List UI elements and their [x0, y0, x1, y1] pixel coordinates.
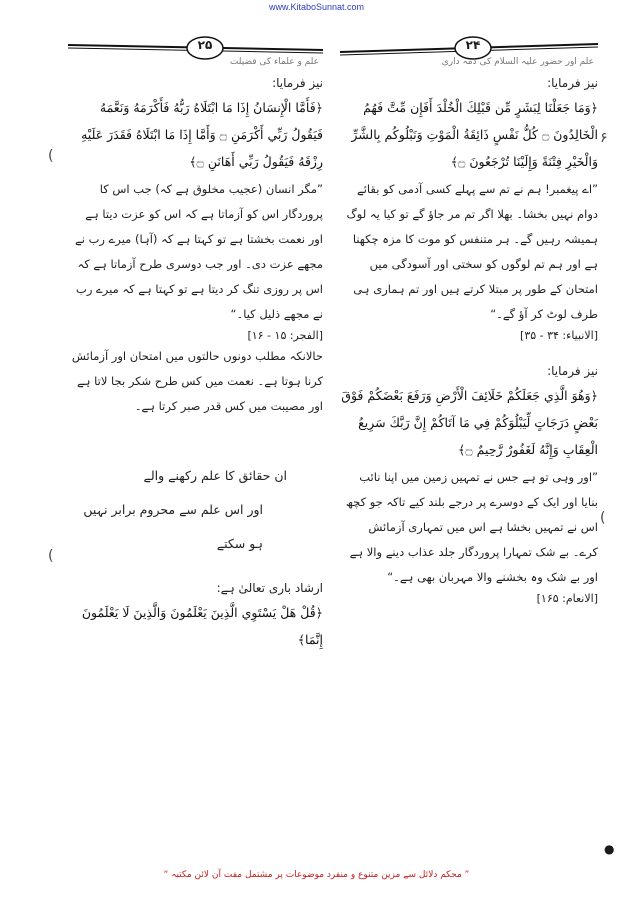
right-page-number: ۲۴ — [465, 38, 481, 52]
right-reference-2: [الانعام: ۱۶۵] — [536, 592, 598, 605]
left-header-text: علم و علماء کی فضیلت — [229, 57, 319, 67]
right-page — [340, 30, 598, 860]
right-label-2: نیز فرمایا: — [547, 364, 598, 378]
margin-bracket-icon: ( — [48, 148, 54, 164]
margin-mark-icon: ( — [600, 510, 606, 526]
margin-mark-icon: ۶ — [600, 130, 608, 146]
right-page-header — [340, 30, 598, 70]
right-header-text: علم اور حضور علیہ السلام کی ذمہ داری — [441, 57, 594, 67]
left-poem-line-2: اور اس علم سے محروم برابر نہیں ہو سکتے — [83, 502, 263, 551]
left-label-1: نیز فرمایا: — [272, 76, 323, 90]
left-page — [68, 30, 323, 860]
right-arabic-verse-1: ﴿وَمَا جَعَلْنَا لِبَشَرٍ مِّن قَبْلِكَ الْخُلْدَ أَفَإِن مِّتَّ فَهُمُ الْخَالِدُونَ ۝ كُلُّ نَفْسٍ ذَائِقَةُ الْمَوْتِ وَنَبْلُوكُم بِالشَّرِّ وَالْخَيْرِ فِتْنَةً وَإِلَيْنَا تُرْجَعُونَ ۝﴾ — [351, 100, 598, 169]
bullet-dot-icon: ● — [604, 842, 615, 856]
left-label-2: ارشاد باری تعالیٰ ہے: — [216, 581, 323, 595]
left-arabic-verse-2: ﴿قُلْ هَلْ يَسْتَوِي الَّذِينَ يَعْلَمُونَ وَالَّذِينَ لَا يَعْلَمُونَ إِنَّمَا﴾ — [81, 605, 323, 647]
left-urdu-paragraph-2: حالانکہ مطلب دونوں حالتوں میں امتحان اور آزمائش کرنا ہوتا ہے۔ نعمت میں کس طرح شکر بجا لاتا ہے اور مصیبت میں کس قدر صبر کرتا ہے۔ — [71, 349, 323, 413]
left-urdu-translation-1: ”مگر انسان (عجیب مخلوق ہے کہ) جب اس کا پروردگار اس کو آزماتا ہے کہ اس کو عزت دیتا ہے اور نعمت بخشتا ہے تو کہتا ہے کہ (آہا) میرے رب نے مجھے عزت دی۔ اور جب دوسری طرح آزماتا ہے کہ اس پر روزی تنگ کر دیتا ہے تو کہتا ہے کہ میرے رب نے مجھے ذلیل کیا۔“ — [75, 182, 323, 321]
right-urdu-translation-2: ”اور وہی تو ہے جس نے تمہیں زمین میں اپنا نائب بنایا اور ایک کے دوسرے پر درجے بلند کیے تاکہ جو کچھ اس نے تمہیں بخشا ہے اس میں تمہاری آزمائش کرے۔ بے شک تمہارا پروردگار جلد عذاب دینے والا ہے اور بے شک وہ بخشنے والا مہربان بھی ہے۔“ — [345, 470, 598, 584]
right-arabic-verse-2: ﴿وَهُوَ الَّذِي جَعَلَكُمْ خَلَائِفَ الْأَرْضِ وَرَفَعَ بَعْضَكُمْ فَوْقَ بَعْضٍ دَرَجَاتٍ لِّيَبْلُوَكُمْ فِي مَا آتَاكُمْ إِنَّ رَبَّكَ سَرِيعُ الْعِقَابِ وَإِنَّهُ لَغَفُورٌ رَّحِيمٌ ۝﴾ — [341, 388, 598, 457]
site-url[interactable]: www.KitaboSunnat.com — [268, 2, 365, 12]
footer-tagline: ” محکم دلائل سے مزین متنوع و منفرد موضوعات پر مشتمل مفت آن لائن مکتبہ “ — [163, 870, 470, 880]
right-reference-1: [الانبیاء: ۳۴ - ۳۵] — [520, 329, 598, 342]
margin-bracket-icon: ( — [48, 548, 54, 564]
right-label-1: نیز فرمایا: — [547, 76, 598, 90]
right-urdu-translation-1: ”اے پیغمبر! ہم نے تم سے پہلے کسی آدمی کو بقائے دوام نہیں بخشا۔ بھلا اگر تم مر جاؤ گے تو کیا یہ لوگ ہمیشہ رہیں گے۔ ہر متنفس کو موت کا مزہ چکھنا ہے اور ہم تم لوگوں کو سختی اور آسودگی میں امتحان کے طور پر مبتلا کرتے ہیں اور تم ہماری ہی طرف لوٹ کر آؤ گے۔“ — [346, 182, 598, 321]
left-page-number: ۲۵ — [197, 38, 213, 52]
left-page-header — [68, 30, 323, 70]
left-arabic-verse-1: ﴿فَأَمَّا الْإِنسَانُ إِذَا مَا ابْتَلَاهُ رَبُّهُ فَأَكْرَمَهُ وَنَعَّمَهُ فَيَقُولُ رَبِّي أَكْرَمَنِ ۝ وَأَمَّا إِذَا مَا ابْتَلَاهُ فَقَدَرَ عَلَيْهِ رِزْقَهُ فَيَقُولُ رَبِّي أَهَانَنِ ۝﴾ — [81, 100, 323, 169]
left-reference-1: [الفجر: ۱۵ - ۱۶] — [247, 329, 323, 342]
left-poem-line-1: ان حقائق کا علم رکھنے والے — [143, 468, 287, 483]
